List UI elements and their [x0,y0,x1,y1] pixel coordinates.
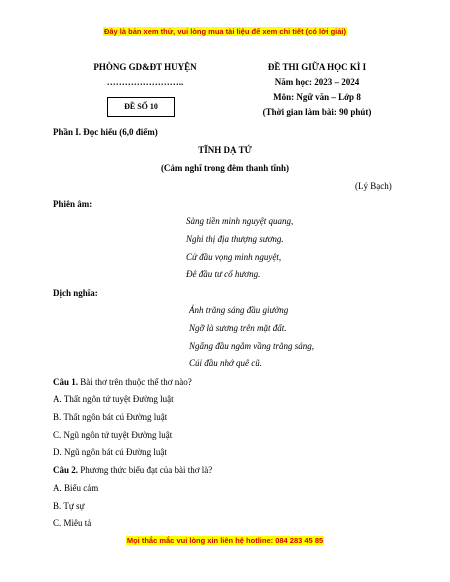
question-option: A. Biểu cảm [53,483,99,493]
question-option: C. Miêu tả [53,518,92,528]
phien-am-line: Cử đầu vọng minh nguyệt, [186,252,282,262]
question-label: Câu 1. [53,377,79,387]
question-2 [53,464,212,476]
phien-am-line: Đê đầu tư cố hương. [186,269,261,279]
question-option: A. Thất ngôn tứ tuyệt Đường luật [53,394,174,404]
hotline-text: Mọi thắc mắc vui lòng xin liên hệ hotline: 084 283 45 85 [126,536,324,545]
dich-nghia-line: Cúi đầu nhớ quê cũ. [189,358,263,368]
phien-am-line: Sàng tiền minh nguyệt quang, [186,216,294,226]
header-right [232,60,402,120]
question-option: C. Ngũ ngôn tứ tuyệt Đường luật [53,430,173,440]
school-year: Năm học: 2023 – 2024 [274,77,360,87]
question-label: Câu 2. [53,465,79,475]
exam-title: ĐỀ THI GIỮA HỌC KÌ I [267,62,367,72]
question-option: B. Thất ngôn bát cú Đường luật [53,412,168,422]
phien-am-label: Phiên âm: [53,199,93,209]
district-dots: …………………….. [106,77,184,87]
preview-notice-banner [0,27,450,36]
question-text: Bài thơ trên thuộc thể thơ nào? [78,377,192,387]
poem-author: (Lý Bạch) [355,181,392,191]
part1-heading: Phần I. Đọc hiểu (6,0 điểm) [53,127,158,137]
poem-title: TĨNH DẠ TỨ [198,145,252,155]
hotline-banner [0,536,450,545]
preview-notice-text: Đây là bản xem thử, vui lòng mua tài liệu để xem chi tiết (có lời giải) [103,27,347,36]
header-left [70,60,220,90]
phien-am-line: Nghi thị địa thượng sương. [186,234,284,244]
dich-nghia-label: Dịch nghĩa: [53,288,98,298]
dich-nghia-line: Ngẩng đầu ngắm vầng trăng sáng, [189,341,315,351]
question-text: Phương thức biểu đạt của bài thơ là? [78,465,213,475]
exam-header [0,60,450,130]
question-option: D. Ngũ ngôn bát cú Đường luật [53,447,167,457]
question-option: B. Tự sự [53,501,85,511]
exam-code-box: ĐỀ SỐ 10 [107,97,175,117]
dich-nghia-line: Ngỡ là sương trên mặt đất. [189,323,287,333]
subject: Môn: Ngữ văn – Lớp 8 [273,92,361,102]
dich-nghia-line: Ánh trăng sáng đầu giường [189,305,289,315]
department-name: PHÒNG GD&ĐT HUYỆN [93,62,197,72]
question-1 [53,376,192,388]
poem-subtitle: (Cảm nghĩ trong đêm thanh tĩnh) [160,163,290,173]
duration: (Thời gian làm bài: 90 phút) [262,107,372,117]
